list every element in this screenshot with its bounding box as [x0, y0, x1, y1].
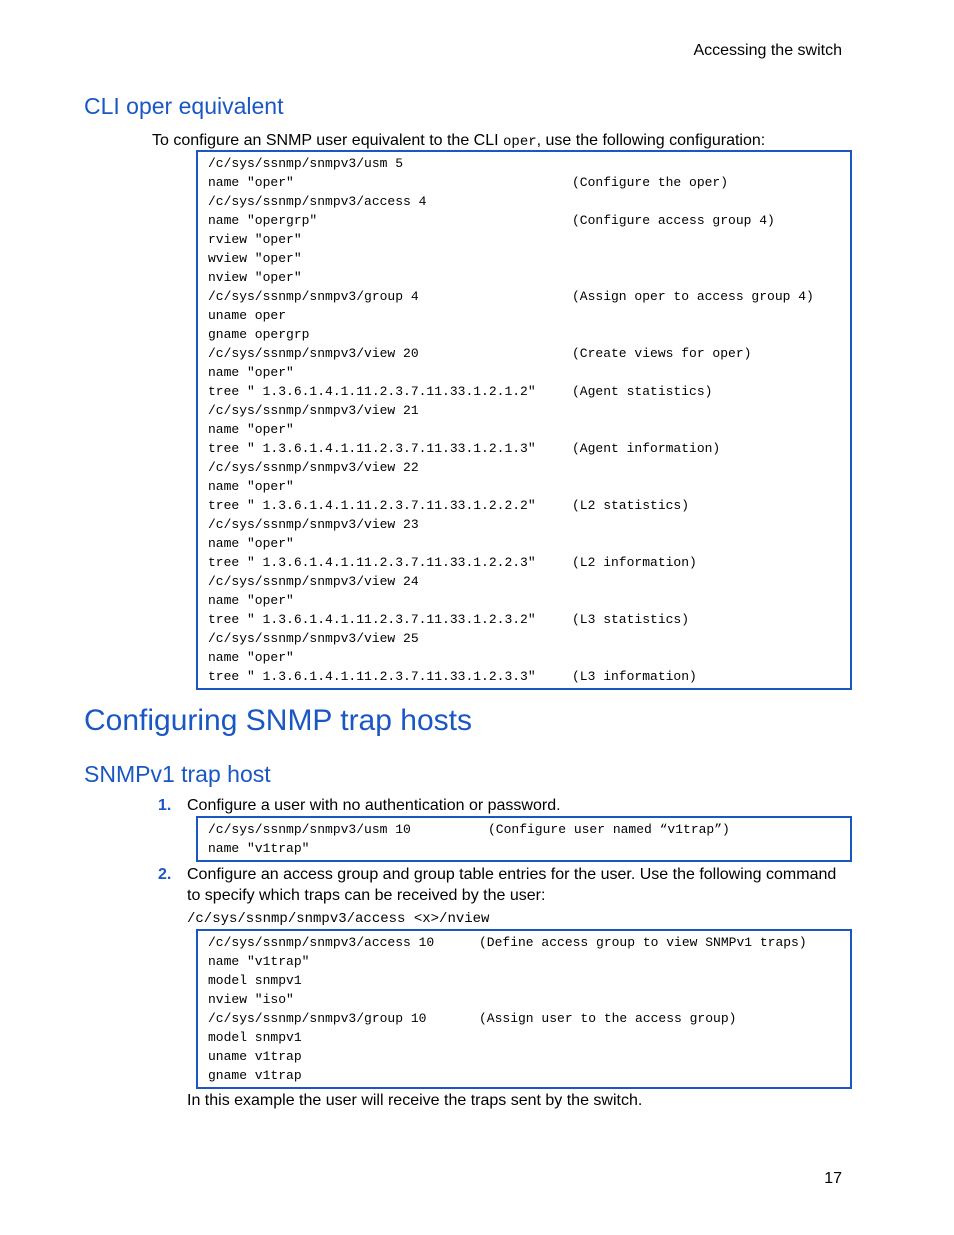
code-command: uname oper [208, 308, 287, 323]
code-block-step-2 [196, 929, 852, 1089]
code-command: gname v1trap [208, 1068, 302, 1083]
code-line [208, 591, 842, 610]
code-line [208, 268, 842, 287]
code-command: tree " 1.3.6.1.4.1.11.2.3.7.11.33.1.2.1.3" [208, 441, 536, 456]
code-command: name "oper" [208, 536, 294, 551]
code-line [208, 363, 842, 382]
code-line [208, 496, 842, 515]
code-command: /c/sys/ssnmp/snmpv3/view 22 [208, 460, 419, 475]
code-command: model snmpv1 [208, 973, 302, 988]
code-comment: (Define access group to view SNMPv1 traps) [479, 935, 807, 950]
code-command: /c/sys/ssnmp/snmpv3/usm 5 [208, 156, 404, 171]
code-line [208, 249, 842, 268]
step-text-1: Configure a user with no authentication or password. [187, 797, 561, 814]
code-command: /c/sys/ssnmp/snmpv3/view 20 [208, 346, 419, 361]
code-line [208, 401, 842, 420]
step-text-2: Configure an access group and group table entries for the user. Use the following command to specify which traps can be received by the user: [187, 866, 837, 904]
code-line [208, 515, 842, 534]
code-command: /c/sys/ssnmp/snmpv3/access 4 [208, 194, 427, 209]
code-comment: (L3 information) [572, 669, 697, 684]
code-line [208, 952, 842, 971]
code-comment: (Assign oper to access group 4) [572, 289, 814, 304]
code-command: gname opergrp [208, 327, 310, 342]
code-line [208, 192, 842, 211]
code-command: tree " 1.3.6.1.4.1.11.2.3.7.11.33.1.2.2.3" [208, 555, 536, 570]
code-line [208, 839, 842, 858]
code-command: tree " 1.3.6.1.4.1.11.2.3.7.11.33.1.2.2.2" [208, 498, 536, 513]
code-command: name "v1trap" [208, 841, 310, 856]
code-line [208, 648, 842, 667]
code-comment: (Create views for oper) [572, 346, 752, 361]
section-title-snmp-trap-hosts: Configuring SNMP trap hosts [84, 704, 472, 737]
code-command: rview "oper" [208, 232, 302, 247]
intro-code: oper [503, 134, 537, 150]
step-number-2: 2. [158, 866, 172, 883]
code-line [208, 420, 842, 439]
code-command: name "oper" [208, 650, 294, 665]
code-line [208, 154, 842, 173]
code-comment: (Assign user to the access group) [479, 1011, 737, 1026]
section-title-cli-oper: CLI oper equivalent [84, 93, 284, 119]
code-line [208, 382, 842, 401]
code-command: /c/sys/ssnmp/snmpv3/view 21 [208, 403, 419, 418]
code-line [208, 230, 842, 249]
code-line [208, 306, 842, 325]
code-command: /c/sys/ssnmp/snmpv3/usm 10 [208, 822, 411, 837]
code-comment: (Agent information) [572, 441, 721, 456]
code-command: /c/sys/ssnmp/snmpv3/group 10 [208, 1011, 427, 1026]
code-line [208, 1066, 842, 1085]
code-line [208, 1009, 842, 1028]
code-command: /c/sys/ssnmp/snmpv3/view 25 [208, 631, 419, 646]
code-line [208, 458, 842, 477]
code-block-cli-oper [196, 150, 852, 690]
code-command: model snmpv1 [208, 1030, 302, 1045]
code-comment: (Configure user named “v1trap”) [488, 822, 730, 837]
code-command: name "oper" [208, 422, 294, 437]
code-command: name "v1trap" [208, 954, 310, 969]
code-command: tree " 1.3.6.1.4.1.11.2.3.7.11.33.1.2.1.2" [208, 384, 536, 399]
running-header: Accessing the switch [693, 42, 842, 59]
code-command: name "oper" [208, 175, 294, 190]
code-command: name "oper" [208, 593, 294, 608]
code-line [208, 553, 842, 572]
code-line [208, 572, 842, 591]
step-2-note: In this example the user will receive the traps sent by the switch. [187, 1092, 643, 1109]
code-command: /c/sys/ssnmp/snmpv3/view 24 [208, 574, 419, 589]
code-comment: (Configure access group 4) [572, 213, 775, 228]
code-command: /c/sys/ssnmp/snmpv3/view 23 [208, 517, 419, 532]
code-command: tree " 1.3.6.1.4.1.11.2.3.7.11.33.1.2.3.2" [208, 612, 536, 627]
section-title-snmpv1-trap-host: SNMPv1 trap host [84, 761, 271, 787]
code-line [208, 439, 842, 458]
code-line [208, 933, 842, 952]
code-command: name "oper" [208, 479, 294, 494]
code-command: /c/sys/ssnmp/snmpv3/access 10 [208, 935, 435, 950]
code-line [208, 1047, 842, 1066]
code-comment: (L3 statistics) [572, 612, 690, 627]
code-line [208, 211, 842, 230]
code-line [208, 534, 842, 553]
code-comment: (Agent statistics) [572, 384, 713, 399]
code-line [208, 629, 842, 648]
code-line [208, 990, 842, 1009]
code-command: nview "iso" [208, 992, 294, 1007]
page-number: 17 [824, 1170, 842, 1187]
code-command: wview "oper" [208, 251, 302, 266]
code-line [208, 971, 842, 990]
step-number-1: 1. [158, 797, 172, 814]
code-line [208, 287, 842, 306]
code-command: uname v1trap [208, 1049, 302, 1064]
code-line [208, 1028, 842, 1047]
code-comment: (L2 information) [572, 555, 697, 570]
code-command: nview "oper" [208, 270, 302, 285]
code-line [208, 344, 842, 363]
code-command: /c/sys/ssnmp/snmpv3/group 4 [208, 289, 419, 304]
code-comment: (Configure the oper) [572, 175, 729, 190]
code-line [208, 325, 842, 344]
code-command: name "oper" [208, 365, 294, 380]
code-line [208, 173, 842, 192]
code-line [208, 667, 842, 686]
code-command: name "opergrp" [208, 213, 318, 228]
code-block-step-1 [196, 816, 852, 862]
code-comment: (L2 statistics) [572, 498, 690, 513]
code-line [208, 477, 842, 496]
code-line [208, 610, 842, 629]
code-command: tree " 1.3.6.1.4.1.11.2.3.7.11.33.1.2.3.3" [208, 669, 536, 684]
intro-text-after: , use the following configuration: [536, 132, 766, 149]
step-2-command: /c/sys/ssnmp/snmpv3/access <x>/nview [187, 911, 490, 927]
code-line [208, 820, 842, 839]
intro-text-before: To configure an SNMP user equivalent to the CLI [152, 132, 504, 149]
